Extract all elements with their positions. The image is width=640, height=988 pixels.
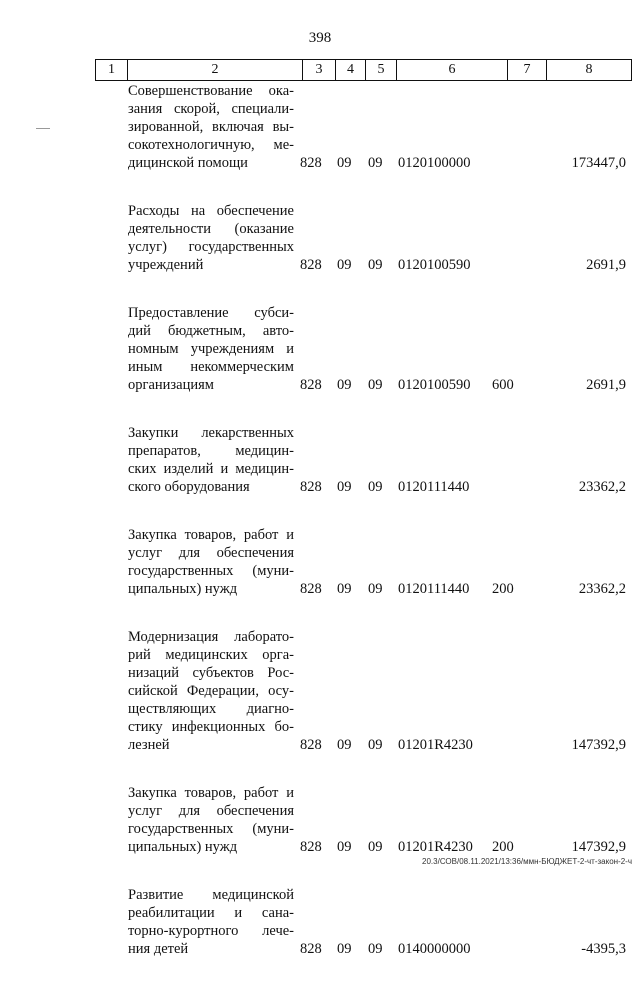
description-line: препаратов, медицин-	[128, 443, 294, 459]
description-line: ципальных) нужд	[128, 581, 238, 597]
description-line: услуг) государственных	[128, 239, 294, 255]
budget-row	[0, 784, 640, 856]
description-line: стику инфекционных бо-	[128, 719, 294, 735]
ministry-code: 828	[300, 377, 322, 393]
row-description	[128, 304, 294, 394]
amount-value: 2691,9	[586, 377, 626, 393]
description-line: государственных (муни-	[128, 563, 294, 579]
row-description	[128, 526, 294, 598]
section-code: 09	[337, 581, 352, 597]
row-description	[128, 424, 294, 496]
ministry-code: 828	[300, 737, 322, 753]
expense-type-code: 600	[492, 377, 514, 393]
section-code: 09	[337, 155, 352, 171]
target-article-code: 0120100000	[398, 155, 471, 171]
subsection-code: 09	[368, 257, 383, 273]
section-code: 09	[337, 479, 352, 495]
scan-artifact	[36, 128, 50, 129]
description-line: сийской Федерации, осу-	[128, 683, 294, 699]
description-line: Развитие медицинской	[128, 887, 294, 903]
budget-row	[0, 82, 640, 172]
row-description	[128, 202, 294, 274]
subsection-code: 09	[368, 839, 383, 855]
description-line: Закупка товаров, работ и	[128, 785, 294, 801]
subsection-code: 09	[368, 737, 383, 753]
header-col-6: 6	[397, 60, 508, 81]
target-article-code: 0120100590	[398, 377, 471, 393]
ministry-code: 828	[300, 479, 322, 495]
description-line: Предоставление субси-	[128, 305, 294, 321]
amount-value: 147392,9	[571, 839, 626, 855]
section-code: 09	[337, 377, 352, 393]
ministry-code: 828	[300, 581, 322, 597]
header-col-2: 2	[128, 60, 303, 81]
description-line: низаций субъектов Рос-	[128, 665, 294, 681]
description-line: дицинской помощи	[128, 155, 248, 171]
header-col-7: 7	[508, 60, 547, 81]
header-col-1: 1	[96, 60, 128, 81]
description-line: ществляющих диагно-	[128, 701, 294, 717]
amount-value: 173447,0	[571, 155, 626, 171]
budget-row	[0, 886, 640, 958]
subsection-code: 09	[368, 479, 383, 495]
description-line: деятельности (оказание	[128, 221, 294, 237]
description-line: ского оборудования	[128, 479, 250, 495]
header-col-5: 5	[366, 60, 397, 81]
description-line: дий бюджетным, авто-	[128, 323, 294, 339]
subsection-code: 09	[368, 581, 383, 597]
section-code: 09	[337, 257, 352, 273]
budget-row	[0, 526, 640, 598]
subsection-code: 09	[368, 941, 383, 957]
row-description	[128, 886, 294, 958]
description-line: реабилитации и сана-	[128, 905, 294, 921]
budget-row	[0, 304, 640, 394]
target-article-code: 0140000000	[398, 941, 471, 957]
budget-row	[0, 202, 640, 274]
header-col-4: 4	[336, 60, 366, 81]
description-line: ципальных) нужд	[128, 839, 238, 855]
row-description	[128, 82, 294, 172]
section-code: 09	[337, 737, 352, 753]
target-article-code: 0120111440	[398, 479, 470, 495]
description-line: иным некоммерческим	[128, 359, 294, 375]
description-line: зания скорой, специали-	[128, 101, 294, 117]
description-line: Расходы на обеспечение	[128, 203, 294, 219]
description-line: номным учреждениям и	[128, 341, 294, 357]
amount-value: -4395,3	[581, 941, 626, 957]
header-col-8: 8	[547, 60, 632, 81]
budget-row	[0, 424, 640, 496]
target-article-code: 0120100590	[398, 257, 471, 273]
amount-value: 2691,9	[586, 257, 626, 273]
description-line: лезней	[128, 737, 170, 753]
description-line: зированной, включая вы-	[128, 119, 294, 135]
description-line: организациям	[128, 377, 214, 393]
description-line: Закупка товаров, работ и	[128, 527, 294, 543]
ministry-code: 828	[300, 941, 322, 957]
description-line: государственных (муни-	[128, 821, 294, 837]
expense-type-code: 200	[492, 581, 514, 597]
description-line: Совершенствование ока-	[128, 83, 294, 99]
subsection-code: 09	[368, 377, 383, 393]
description-line: Модернизация лаборато-	[128, 629, 294, 645]
target-article-code: 0120111440	[398, 581, 470, 597]
row-description	[128, 628, 294, 754]
amount-value: 147392,9	[571, 737, 626, 753]
description-line: торно-курортного лече-	[128, 923, 294, 939]
description-line: услуг для обеспечения	[128, 803, 294, 819]
header-col-3: 3	[303, 60, 336, 81]
description-line: учреждений	[128, 257, 204, 273]
description-line: Закупки лекарственных	[128, 425, 294, 441]
description-line: сокотехнологичную, ме-	[128, 137, 294, 153]
budget-row	[0, 628, 640, 754]
target-article-code: 01201R4230	[398, 737, 473, 753]
description-line: рий медицинских орга-	[128, 647, 294, 663]
description-line: услуг для обеспечения	[128, 545, 294, 561]
budget-rows	[0, 82, 640, 988]
subsection-code: 09	[368, 155, 383, 171]
ministry-code: 828	[300, 839, 322, 855]
amount-value: 23362,2	[578, 581, 626, 597]
expense-type-code: 200	[492, 839, 514, 855]
ministry-code: 828	[300, 155, 322, 171]
column-number-header	[95, 59, 632, 81]
amount-value: 23362,2	[578, 479, 626, 495]
row-description	[128, 784, 294, 856]
description-line: ния детей	[128, 941, 189, 957]
document-footer-code: 20.3/СОВ/08.11.2021/13:36/ммн-БЮДЖЕТ-2-чт-закон-2-ч	[422, 857, 632, 866]
section-code: 09	[337, 839, 352, 855]
section-code: 09	[337, 941, 352, 957]
ministry-code: 828	[300, 257, 322, 273]
page-number: 398	[308, 30, 332, 46]
description-line: ских изделий и медицин-	[128, 461, 294, 477]
target-article-code: 01201R4230	[398, 839, 473, 855]
